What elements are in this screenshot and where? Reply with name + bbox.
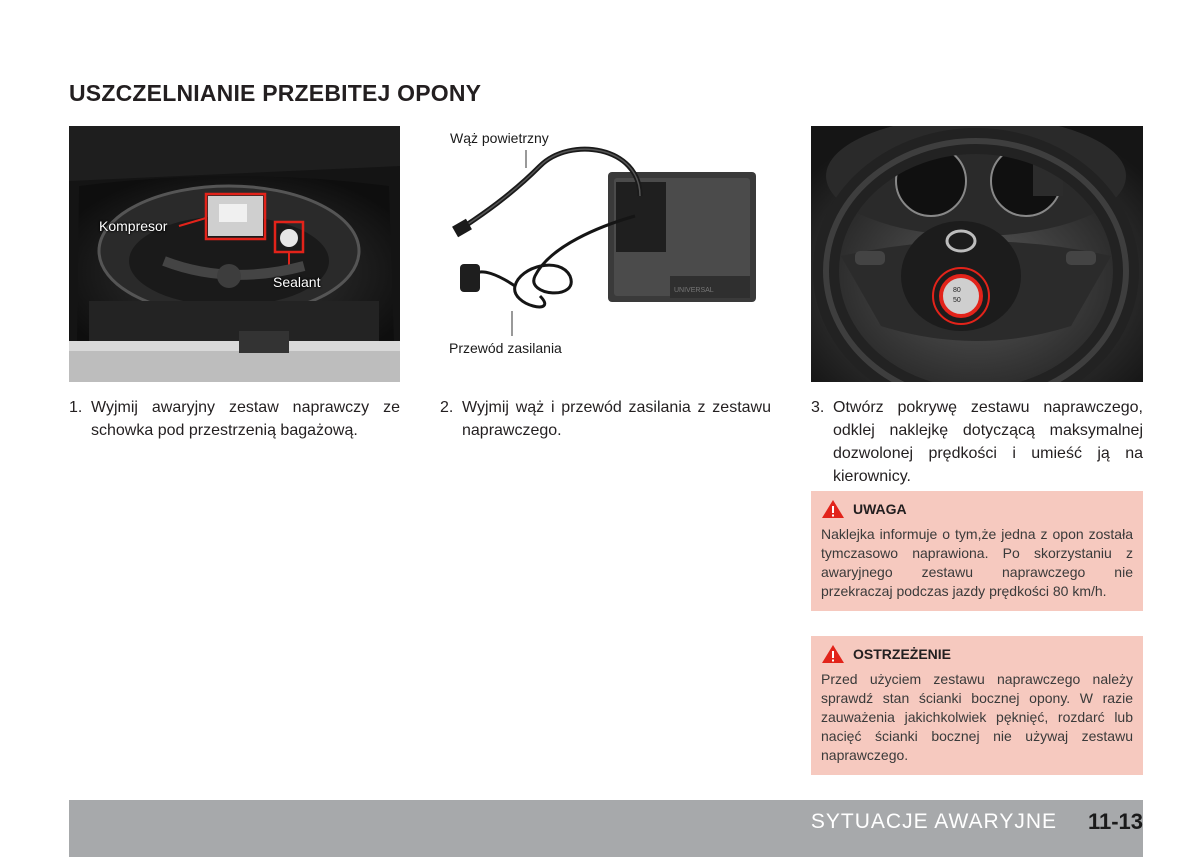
- warning-triangle-icon: [821, 499, 845, 519]
- warning-title: OSTRZEŻENIE: [853, 646, 952, 662]
- step-number: 2.: [440, 399, 454, 416]
- compressor-figure: [440, 126, 771, 382]
- compressor-label: Kompresor: [99, 218, 168, 234]
- step-1: [69, 396, 400, 442]
- sticker-speed-bottom: 50: [953, 297, 961, 304]
- footer-section-title: SYTUACJE AWARYJNE: [810, 810, 1057, 833]
- trunk-photo: [69, 126, 400, 382]
- warning-triangle-icon: [821, 644, 845, 664]
- page-number: 11-13: [1087, 809, 1143, 834]
- caution-title: UWAGA: [853, 501, 907, 517]
- step-number: 3.: [811, 399, 825, 416]
- step-text: Wyjmij wąż i przewód zasilania z zestawu naprawczego.: [462, 399, 771, 439]
- air-hose-label: Wąż powietrzny: [450, 130, 549, 146]
- steering-wheel-photo: [811, 126, 1143, 382]
- caution-box: [811, 491, 1143, 611]
- footer-bar: [69, 800, 1143, 857]
- step-3: [811, 396, 1143, 488]
- device-brand-text: UNIVERSAL: [674, 287, 714, 294]
- step-text: Wyjmij awaryjny zestaw naprawczy ze schowka pod przestrzenią bagażową.: [91, 399, 400, 439]
- sticker-speed-top: 80: [953, 287, 961, 294]
- warning-box: [811, 636, 1143, 775]
- warning-text: Przed użyciem zestawu naprawczego należy sprawdź stan ścianki bocznej opony. W razie zauważenia jakichkolwiek pęknięć, rozdarć lub nacięć ścianki bocznej nie używaj zestawu naprawczego.: [821, 671, 1133, 763]
- page-title: USZCZELNIANIE PRZEBITEJ OPONY: [69, 80, 482, 106]
- sealant-label: Sealant: [273, 274, 321, 290]
- step-text: Otwórz pokrywę zestawu naprawczego, odklej naklejkę dotyczącą maksymalnej dozwolonej prędkości i umieść ją na kierownicy.: [833, 399, 1143, 485]
- step-2: [440, 396, 771, 442]
- step-number: 1.: [69, 399, 83, 416]
- caution-text: Naklejka informuje o tym,że jedna z opon została tymczasowo naprawiona. Po skorzystaniu z awaryjnego zestawu naprawczego nie przekraczaj podczas jazdy prędkości 80 km/h.: [821, 526, 1133, 599]
- power-cable-label: Przewód zasilania: [449, 340, 562, 356]
